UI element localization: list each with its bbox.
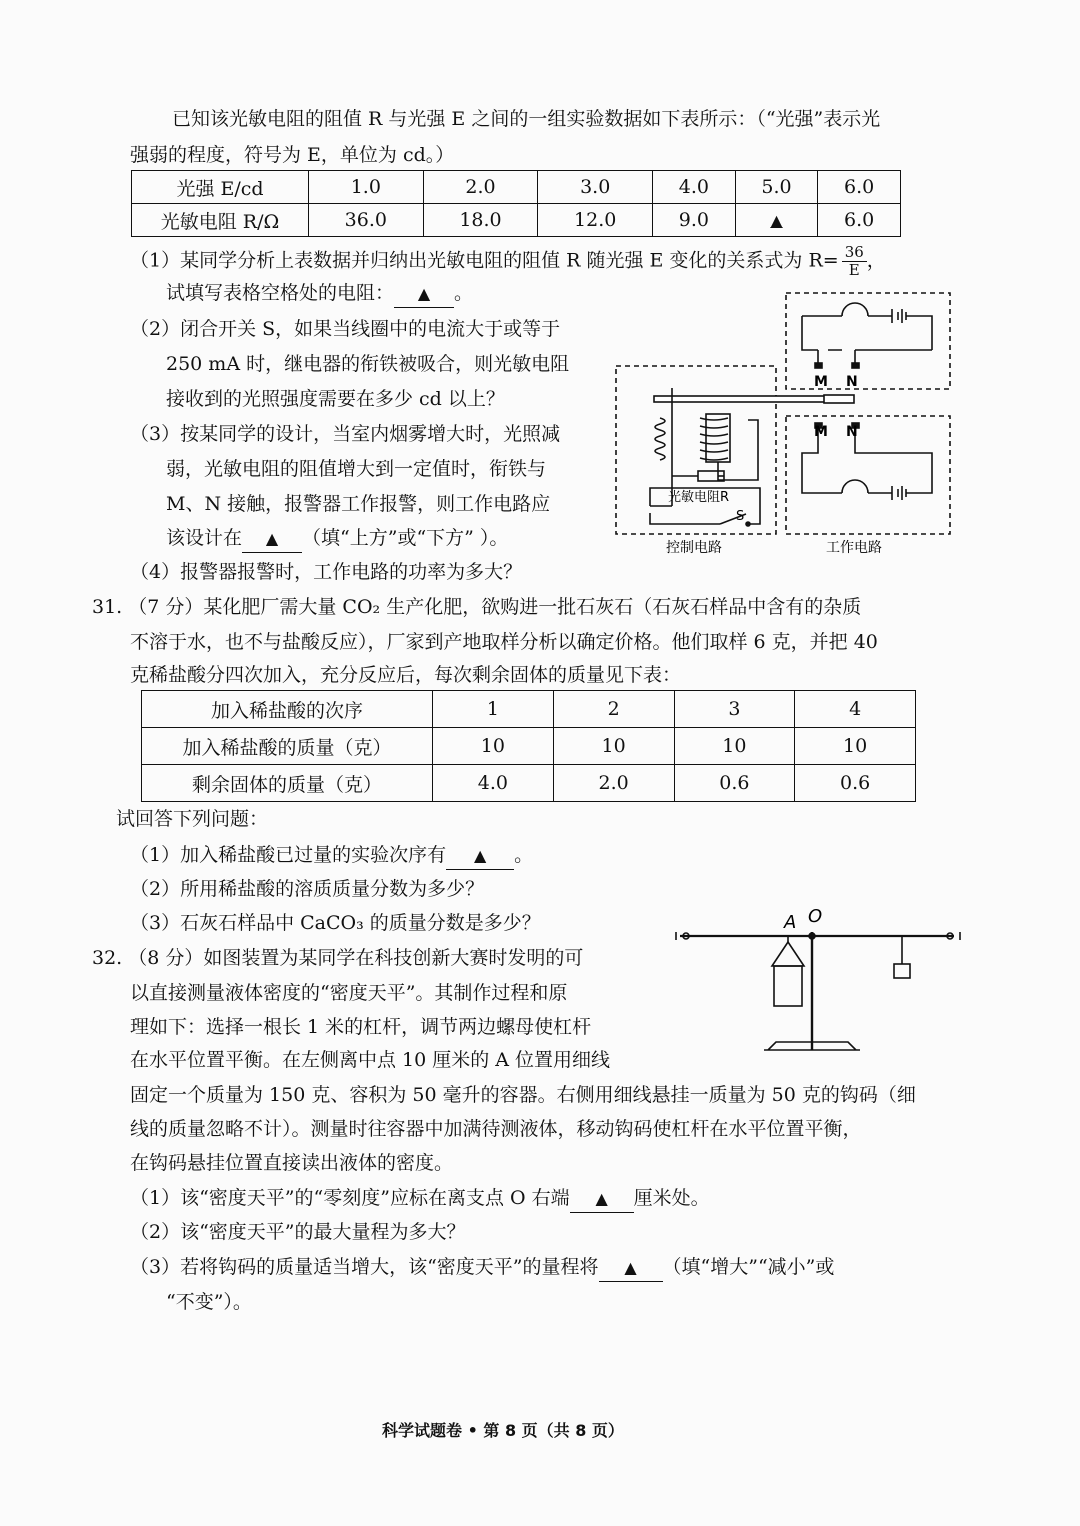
table-cell: 6.0: [818, 171, 901, 204]
lower-dashed-box: [786, 416, 950, 534]
caption-working-circuit: 工作电路: [826, 540, 882, 556]
table-row: [142, 765, 916, 802]
q32-part1: [130, 1185, 710, 1213]
table-cell: 1.0: [309, 171, 424, 204]
upper-dashed-box: [786, 293, 950, 389]
container: [774, 966, 802, 1006]
label-M: M: [814, 374, 828, 390]
table-cell: 加入稀盐酸的次序: [142, 691, 433, 728]
table-cell: 1: [433, 691, 554, 728]
q31-prompt: 试回答下列问题：: [116, 808, 269, 830]
q30-part3-line4: [166, 525, 508, 553]
table-row: [132, 204, 901, 237]
table-cell: 3: [674, 691, 795, 728]
q30-part1-line2-text: 试填写表格空格处的电阻：: [166, 282, 395, 304]
bell-icon-2: [842, 480, 868, 493]
table-cell: 4.0: [433, 765, 554, 802]
table-cell: 12.0: [538, 204, 653, 237]
fraction: [842, 244, 867, 279]
answer-blank: ▲: [599, 1255, 663, 1282]
table-cell: 10: [433, 728, 554, 765]
q32-part3: [130, 1254, 834, 1282]
answer-blank: ▲: [394, 281, 454, 308]
q32-line-1: 32. （8 分）如图装置为某同学在科技创新大赛时发明的可: [92, 947, 584, 969]
table-cell: 2.0: [423, 171, 538, 204]
control-dashed-box: [616, 366, 776, 534]
table-cell: 10: [553, 728, 674, 765]
answer-blank: ▲: [242, 526, 302, 553]
density-balance-diagram: [672, 904, 964, 1064]
q30-part1-tail: ，: [866, 249, 886, 272]
q30-part3-line2: 弱，光敏电阻的阻值增大到一定值时，衔铁与: [166, 458, 547, 480]
intro-line-1: 已知该光敏电阻的阻值 R 与光强 E 之间的一组实验数据如下表所示：（“光强”表示光: [172, 108, 881, 130]
table-cell: 10: [795, 728, 916, 765]
table-cell: 剩余固体的质量（克）: [142, 765, 433, 802]
answer-blank: ▲: [570, 1186, 634, 1213]
relay-circuit-diagram: [610, 288, 960, 560]
intro-line-2: 强弱的程度，符号为 E，单位为 cd。）: [130, 144, 455, 166]
q30-part1-line2: [166, 280, 473, 308]
table-cell: 3.0: [538, 171, 653, 204]
q32-part1-end: 厘米处。: [633, 1187, 710, 1209]
q30-part1-line2-end: 。: [454, 282, 474, 304]
label-switch: S: [736, 509, 745, 524]
table-cell-blank: ▲: [735, 204, 818, 237]
light-resistance-table: [131, 170, 901, 237]
q31-line-3: 克稀盐酸分四次加入，充分反应后，每次剩余固体的质量见下表：: [130, 664, 682, 686]
label-A: A: [784, 912, 797, 933]
table-cell: 光强 E/cd: [132, 171, 309, 204]
label-O: O: [808, 906, 823, 927]
q32-line-2: 以直接测量液体密度的“密度天平”。其制作过程和原: [130, 982, 568, 1004]
page-footer: 科学试题卷 • 第 8 页（共 8 页）: [382, 1421, 624, 1440]
table-cell: 10: [674, 728, 795, 765]
container-top: [772, 942, 804, 966]
table-row: [142, 691, 916, 728]
q32-line-3: 理如下：选择一根长 1 米的杠杆，调节两边螺母使杠杆: [130, 1016, 592, 1038]
q30-part2-line3: 接收到的光照强度需要在多少 cd 以上？: [166, 388, 505, 410]
q31-line-1: 31. （7 分）某化肥厂需大量 CO₂ 生产化肥，欲购进一批石灰石（石灰石样品中含有的杂质: [92, 596, 862, 618]
table-cell: 光敏电阻 R/Ω: [132, 204, 309, 237]
table-cell: 4.0: [653, 171, 736, 204]
answer-blank: ▲: [446, 843, 514, 870]
q30-part3-line4-end: （填“上方”或“下方” ）。: [302, 527, 509, 549]
armature: [654, 396, 826, 402]
q32-part3-line2: “不变”）。: [166, 1291, 252, 1313]
q30-part3-line1: （3）按某同学的设计，当室内烟雾增大时，光照减: [130, 423, 561, 445]
table-cell: 36.0: [309, 204, 424, 237]
table-cell: 6.0: [818, 204, 901, 237]
q31-line-2: 不溶于水，也不与盐酸反应），厂家到产地取样分析以确定价格。他们取样 6 克，并把 40: [130, 631, 878, 653]
caption-control-circuit: 控制电路: [666, 540, 722, 556]
q31-part3: （3）石灰石样品中 CaCO₃ 的质量分数是多少？: [130, 912, 541, 934]
table-cell: 2: [553, 691, 674, 728]
hook-weight: [894, 964, 910, 978]
label-photoresistor: 光敏电阻R: [668, 490, 730, 505]
label-N-lower: N: [846, 424, 858, 440]
table-cell: 0.6: [674, 765, 795, 802]
table-cell: 18.0: [423, 204, 538, 237]
table-cell: 5.0: [735, 171, 818, 204]
table-row: [132, 171, 901, 204]
fraction-numerator: 36: [842, 244, 867, 262]
q30-part2-line2: 250 mA 时，继电器的衔铁被吸合，则光敏电阻: [166, 353, 570, 375]
table-cell: 0.6: [795, 765, 916, 802]
q30-part2-line1: （2）闭合开关 S，如果当线圈中的电流大于或等于: [130, 318, 561, 340]
q30-part3-line3: M、N 接触，报警器工作报警，则工作电路应: [166, 493, 551, 515]
q32-line-6: 线的质量忽略不计）。测量时往容器中加满待测液体，移动钩码使杠杆在水平位置平衡，: [130, 1118, 862, 1140]
q30-part1: [130, 244, 886, 279]
table-cell: 9.0: [653, 204, 736, 237]
acid-table: [141, 690, 916, 802]
table-cell: 2.0: [553, 765, 674, 802]
table-cell: 4: [795, 691, 916, 728]
fraction-denominator: E: [848, 261, 860, 279]
q32-line-4: 在水平位置平衡。在左侧离中点 10 厘米的 A 位置用细线: [130, 1049, 611, 1071]
q32-part1-text: （1）该“密度天平”的“零刻度”应标在离支点 O 右端: [130, 1187, 570, 1209]
bell-icon: [842, 303, 868, 316]
label-M-lower: M: [814, 424, 828, 440]
q32-line-5: 固定一个质量为 150 克、容积为 50 毫升的容器。右侧用细线悬挂一质量为 50 克的钩码（细: [130, 1084, 916, 1106]
q32-part3-end: （填“增大”“减小”或: [662, 1256, 835, 1278]
table-cell: 加入稀盐酸的质量（克）: [142, 728, 433, 765]
q30-part1-text: （1）某同学分析上表数据并归纳出光敏电阻的阻值 R 随光强 E 变化的关系式为 R=: [130, 249, 839, 272]
q32-part3-text: （3）若将钩码的质量适当增大，该“密度天平”的量程将: [130, 1256, 599, 1278]
q31-part1: [130, 842, 533, 870]
q32-part2: （2）该“密度天平”的最大量程为多大？: [130, 1221, 466, 1243]
label-N: N: [846, 374, 858, 390]
table-row: [142, 728, 916, 765]
q31-part2: （2）所用稀盐酸的溶质质量分数为多少？: [130, 878, 485, 900]
q30-part4: （4）报警器报警时，工作电路的功率为多大？: [130, 561, 523, 583]
q30-part3-line4-text: 该设计在: [166, 527, 243, 549]
q31-part1-end: 。: [514, 844, 534, 866]
q31-part1-text: （1）加入稀盐酸已过量的实验次序有: [130, 844, 447, 866]
q32-line-7: 在钩码悬挂位置直接读出液体的密度。: [130, 1152, 454, 1174]
